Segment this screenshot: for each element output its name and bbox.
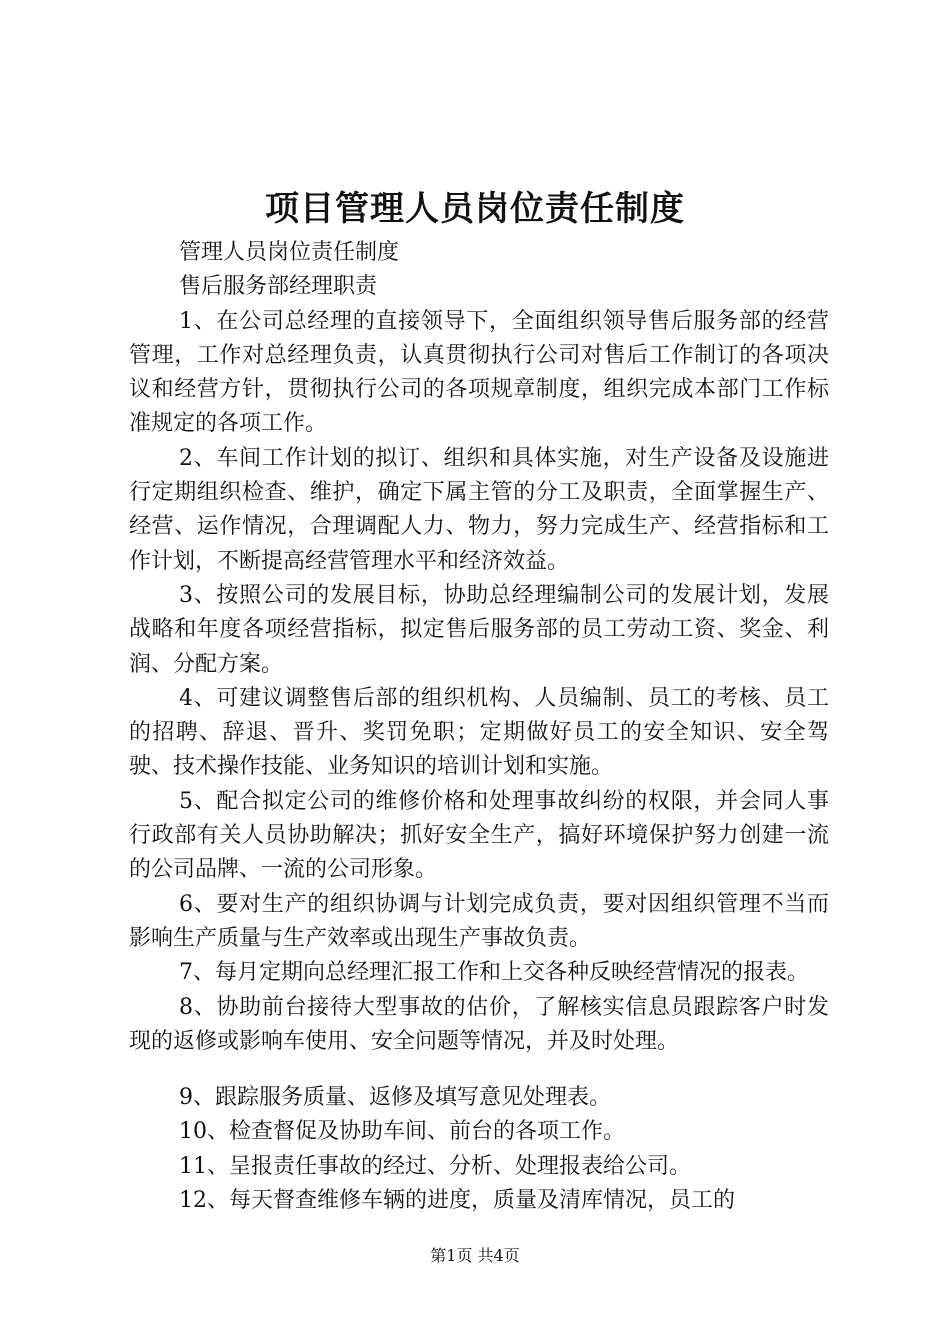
paragraph-item-12: 12、每天督查维修车辆的进度，质量及清库情况，员工的 xyxy=(179,1188,735,1214)
page-footer: 第1页 共4页 xyxy=(430,1246,520,1265)
paragraph-subtitle: 管理人员岗位责任制度 xyxy=(179,240,400,265)
paragraph-item-6: 6、要对生产的组织协调与计划完成负责，要对因组织管理不当而影响生产质量与生产效率或出现生产事故负责。 xyxy=(129,891,829,951)
paragraph-item-8: 8、协助前台接待大型事故的估价，了解核实信息员跟踪客户时发现的返修或影响车使用、安全问题等情况，并及时处理。 xyxy=(129,994,829,1054)
paragraph-item-3: 3、按照公司的发展目标，协助总经理编制公司的发展计划，发展战略和年度各项经营指标，拟定售后服务部的员工劳动工资、奖金、利润、分配方案。 xyxy=(129,582,829,677)
document-body xyxy=(129,236,829,1218)
paragraph-item-11: 11、呈报责任事故的经过、分析、处理报表给公司。 xyxy=(179,1153,691,1179)
paragraph-item-5: 5、配合拟定公司的维修价格和处理事故纠纷的权限，并会同人事行政部有关人员协助解决；抓好安全生产，搞好环境保护努力创建一流的公司品牌、一流的公司形象。 xyxy=(129,788,829,883)
paragraph-section-heading: 售后服务部经理职责 xyxy=(179,274,378,300)
paragraph-item-4: 4、可建议调整售后部的组织机构、人员编制、员工的考核、员工的招聘、辞退、晋升、奖罚免职；定期做好员工的安全知识、安全驾驶、技术操作技能、业务知识的培训计划和实施。 xyxy=(129,685,829,780)
document-title: 项目管理人员岗位责任制度 xyxy=(265,189,685,229)
paragraph-item-1: 1、在公司总经理的直接领导下，全面组织领导售后服务部的经营管理，工作对总经理负责，认真贯彻执行公司对售后工作制订的各项决议和经营方针，贯彻执行公司的各项规章制度，组织完成本部门工作标准规定的各项工作。 xyxy=(129,308,829,437)
paragraph-item-7: 7、每月定期向总经理汇报工作和上交各种反映经营情况的报表。 xyxy=(179,960,809,986)
paragraph-item-2: 2、车间工作计划的拟订、组织和具体实施，对生产设备及设施进行定期组织检查、维护，确定下属主管的分工及职责，全面掌握生产、经营、运作情况，合理调配人力、物力，努力完成生产、经营指标和工作计划，不断提高经营管理水平和经济效益。 xyxy=(129,445,829,574)
paragraph-item-10: 10、检查督促及协助车间、前台的各项工作。 xyxy=(179,1119,625,1145)
paragraph-item-9: 9、跟踪服务质量、返修及填写意见处理表。 xyxy=(179,1085,611,1111)
